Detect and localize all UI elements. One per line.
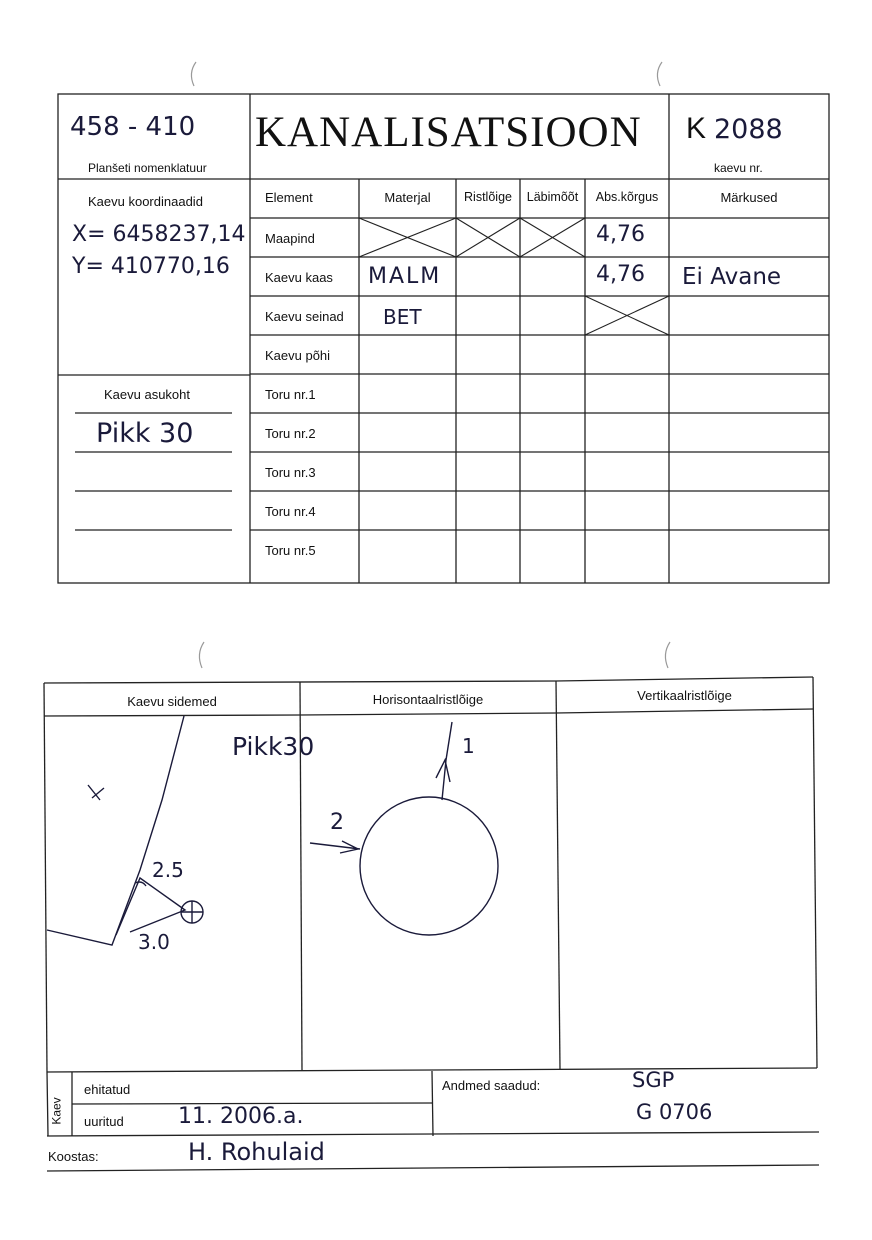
kaas-materjal: MALM — [368, 264, 442, 289]
well-number-label: kaevu nr. — [714, 161, 763, 175]
pipe-1-label: 1 — [462, 734, 475, 758]
surveyed-handwritten: 11. 2006.a. — [178, 1104, 304, 1129]
row-element: Toru nr.5 — [265, 543, 316, 558]
pipe-1-arrow — [436, 760, 450, 782]
well-prefix: K — [686, 112, 707, 145]
location-label: Kaevu asukoht — [104, 387, 191, 402]
col-abs: Abs.kõrgus — [595, 190, 659, 204]
coords-label: Kaevu koordinaadid — [88, 194, 203, 209]
page-title: KANALISATSIOON — [255, 109, 642, 156]
well-number-handwritten: 2088 — [714, 114, 783, 145]
seinad-materjal: BET — [383, 305, 422, 329]
author-handwritten: H. Rohulaid — [188, 1138, 325, 1166]
sketch-grid — [44, 677, 819, 1171]
data-handwritten-1: SGP — [632, 1068, 675, 1092]
location-sketch — [47, 716, 203, 945]
sketch-col-sidemed: Kaevu sidemed — [127, 694, 217, 709]
kaas-abs: 4,76 — [596, 262, 645, 287]
coord-x: X= 6458237,14 — [72, 222, 246, 247]
col-markused: Märkused — [720, 190, 778, 205]
row-element: Toru nr.4 — [265, 504, 316, 519]
location-handwritten: Pikk 30 — [96, 418, 194, 449]
row-element: Toru nr.3 — [265, 465, 316, 480]
punch-mark — [191, 62, 196, 86]
nomenclature-label: Planšeti nomenklatuur — [88, 161, 207, 175]
col-ristloige: Ristlõige — [464, 190, 512, 204]
kaas-markused: Ei Avane — [682, 264, 782, 290]
row-element: Maapind — [265, 231, 315, 246]
col-labimoot: Läbimõõt — [526, 190, 579, 204]
well-circle — [360, 797, 498, 935]
col-element: Element — [265, 190, 313, 205]
row-element: Toru nr.1 — [265, 387, 316, 402]
punch-mark — [199, 642, 204, 668]
built-label: ehitatud — [84, 1082, 131, 1097]
nomenclature-handwritten: 458 - 410 — [70, 112, 196, 142]
punch-mark — [657, 62, 662, 86]
author-label: Koostas: — [48, 1149, 99, 1164]
pipe-1-line — [442, 722, 452, 800]
data-label: Andmed saadud: — [442, 1078, 541, 1093]
distance-1: 2.5 — [152, 858, 184, 882]
row-element: Kaevu seinad — [265, 309, 344, 324]
col-materjal: Materjal — [384, 190, 431, 205]
sketch-col-horisontaal: Horisontaalristlõige — [372, 692, 484, 707]
street-handwritten: Pikk30 — [232, 732, 315, 761]
pipe-2-label: 2 — [330, 810, 344, 835]
data-handwritten-2: G 0706 — [636, 1100, 713, 1124]
row-element: Toru nr.2 — [265, 426, 316, 441]
maapind-abs: 4,76 — [596, 222, 645, 247]
row-element: Kaevu kaas — [265, 270, 333, 285]
distance-2: 3.0 — [138, 930, 170, 954]
row-element: Kaevu põhi — [265, 348, 331, 363]
street-edge — [47, 716, 184, 945]
punch-mark — [665, 642, 670, 668]
kaev-label: Kaev — [49, 1097, 64, 1125]
surveyed-label: uuritud — [84, 1114, 124, 1129]
coord-y: Y= 410770,16 — [72, 254, 230, 279]
north-arrow — [88, 785, 104, 800]
sketch-col-vertikaal: Vertikaalristlõige — [637, 688, 732, 703]
